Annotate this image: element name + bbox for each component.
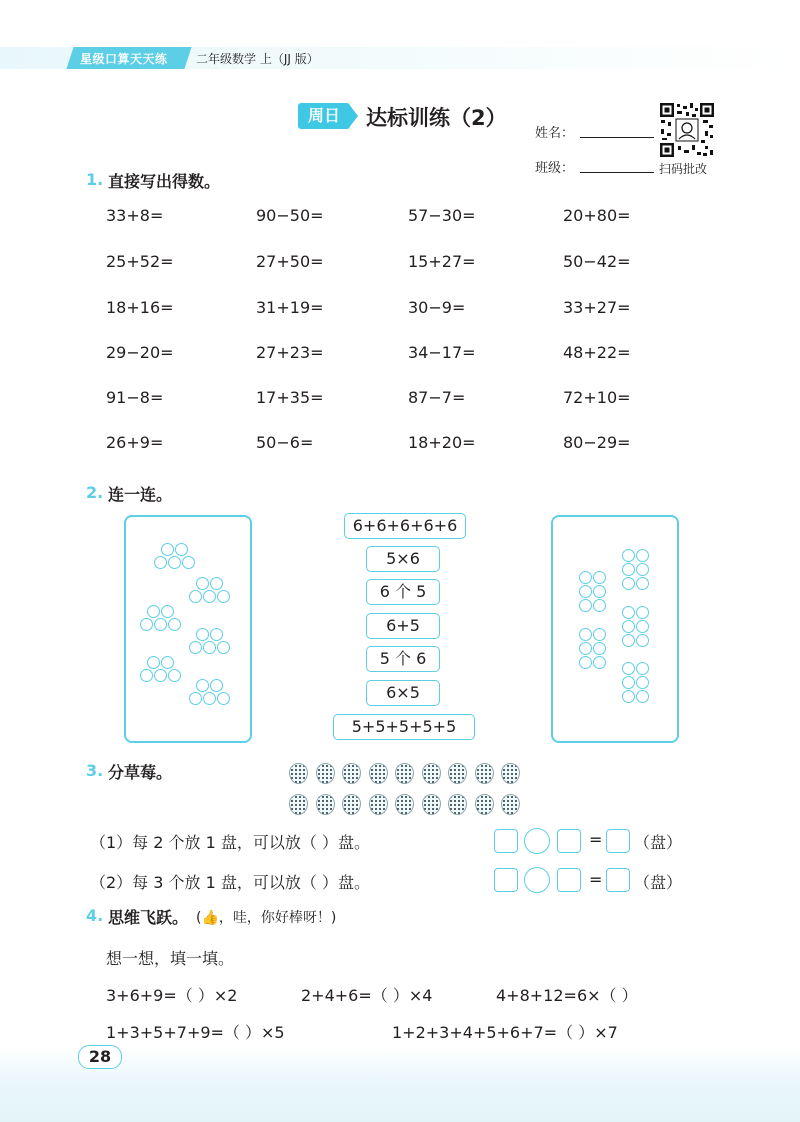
qr-code-icon[interactable]: [659, 102, 715, 158]
strawberry-icon: [342, 763, 361, 784]
answer-box[interactable]: [606, 829, 630, 853]
arith-item: 26+9=: [106, 433, 164, 452]
pattern-item: 1+3+5+7+9=（ ）×5: [106, 1023, 285, 1042]
counting-circle: [593, 599, 606, 612]
counting-circle: [636, 549, 649, 562]
expression-card[interactable]: 6 个 5: [366, 579, 440, 605]
counting-circle: [593, 571, 606, 584]
counting-circle: [622, 662, 635, 675]
pattern-item: 4+8+12=6×（ ）: [496, 986, 638, 1005]
counting-circle: [196, 577, 209, 590]
expression-card[interactable]: 5×6: [366, 546, 440, 572]
expression-card[interactable]: 6+6+6+6+6: [344, 513, 466, 539]
strawberry-icon: [422, 794, 441, 815]
expression-card[interactable]: 5 个 6: [366, 646, 440, 672]
counting-circle: [636, 690, 649, 703]
section-3-title: 分草莓。: [108, 763, 173, 782]
answer-box[interactable]: [494, 868, 518, 892]
section-3-number: 3.: [86, 761, 104, 780]
unit-plates: （盘）: [634, 833, 683, 852]
counting-circle: [636, 577, 649, 590]
arith-item: 50−6=: [256, 433, 314, 452]
arith-item: 17+35=: [256, 388, 324, 407]
counting-circle: [593, 628, 606, 641]
arith-item: 31+19=: [256, 298, 324, 317]
counting-circle: [579, 571, 592, 584]
arith-item: 25+52=: [106, 252, 174, 271]
counting-circle: [636, 606, 649, 619]
counting-circle: [168, 556, 181, 569]
counting-circle: [622, 606, 635, 619]
counting-circle: [210, 679, 223, 692]
question-3-2: （2）每 3 个放 1 盘，可以放（ ）盘。: [90, 873, 370, 892]
answer-box[interactable]: [494, 829, 518, 853]
section-4-number: 4.: [86, 906, 104, 925]
counting-circle: [154, 556, 167, 569]
counting-circle: [622, 563, 635, 576]
arith-item: 91−8=: [106, 388, 164, 407]
counting-circle: [203, 692, 216, 705]
equals-sign: =: [589, 870, 603, 889]
operator-circle[interactable]: [524, 867, 550, 893]
counting-circle: [622, 634, 635, 647]
arith-item: 27+23=: [256, 343, 324, 362]
strawberry-icon: [395, 794, 414, 815]
arith-item: 50−42=: [563, 252, 631, 271]
strawberry-icon: [475, 763, 494, 784]
section-2-number: 2.: [86, 483, 104, 502]
day-badge-arrow: [348, 103, 358, 129]
day-badge: 周日: [298, 103, 350, 129]
series-title: 星级口算天天练: [80, 52, 168, 66]
right-circle-panel: [551, 515, 679, 743]
strawberry-icon: [289, 763, 308, 784]
counting-circle: [182, 556, 195, 569]
counting-circle: [161, 605, 174, 618]
arith-item: 18+20=: [408, 433, 476, 452]
counting-circle: [154, 669, 167, 682]
counting-circle: [147, 605, 160, 618]
counting-circle: [579, 585, 592, 598]
counting-circle: [622, 549, 635, 562]
arith-item: 20+80=: [563, 206, 631, 225]
counting-circle: [203, 641, 216, 654]
counting-circle: [636, 676, 649, 689]
counting-circle: [168, 669, 181, 682]
pattern-item: 2+4+6=（ ）×4: [301, 986, 433, 1005]
counting-circle: [622, 690, 635, 703]
arith-item: 30−9=: [408, 298, 466, 317]
strawberry-icon: [395, 763, 414, 784]
arith-item: 15+27=: [408, 252, 476, 271]
counting-circle: [217, 692, 230, 705]
praise-note: (👍，哇，你好棒呀！): [196, 910, 337, 926]
page-title: 达标训练（2）: [366, 106, 507, 130]
counting-circle: [579, 628, 592, 641]
counting-circle: [210, 577, 223, 590]
section-1-number: 1.: [86, 170, 104, 189]
class-field[interactable]: [580, 171, 654, 173]
arith-item: 33+27=: [563, 298, 631, 317]
counting-circle: [140, 669, 153, 682]
counting-circle: [579, 599, 592, 612]
unit-plates: （盘）: [634, 873, 683, 892]
answer-box[interactable]: [606, 868, 630, 892]
counting-circle: [636, 620, 649, 633]
section-4-title: 思维飞跃。: [108, 908, 189, 927]
book-subtitle: 二年级数学 上（JJ 版）: [196, 52, 319, 66]
qr-caption: 扫码批改: [659, 162, 708, 176]
strawberry-icon: [289, 794, 308, 815]
strawberry-icon: [448, 794, 467, 815]
strawberry-icon: [422, 763, 441, 784]
arith-item: 48+22=: [563, 343, 631, 362]
pattern-item: 3+6+9=（ ）×2: [106, 986, 238, 1005]
counting-circle: [189, 692, 202, 705]
expression-card[interactable]: 6+5: [366, 613, 440, 639]
arith-item: 34−17=: [408, 343, 476, 362]
strawberry-icon: [475, 794, 494, 815]
think-prompt: 想一想，填一填。: [106, 949, 235, 968]
equals-sign: =: [589, 830, 603, 849]
counting-circle: [579, 642, 592, 655]
arith-item: 33+8=: [106, 206, 164, 225]
section-1-title: 直接写出得数。: [108, 172, 221, 191]
counting-circle: [189, 590, 202, 603]
strawberry-icon: [369, 794, 388, 815]
strawberry-icon: [316, 794, 335, 815]
arith-item: 80−29=: [563, 433, 631, 452]
counting-circle: [593, 585, 606, 598]
expression-card[interactable]: 6×5: [366, 680, 440, 706]
counting-circle: [196, 628, 209, 641]
class-label: 班级：: [535, 161, 575, 176]
arith-item: 57−30=: [408, 206, 476, 225]
counting-circle: [622, 620, 635, 633]
counting-circle: [217, 641, 230, 654]
counting-circle: [196, 679, 209, 692]
arith-item: 90−50=: [256, 206, 324, 225]
answer-box[interactable]: [557, 829, 581, 853]
arith-item: 87−7=: [408, 388, 466, 407]
section-2-title: 连一连。: [108, 485, 173, 504]
counting-circle: [636, 563, 649, 576]
name-field[interactable]: [580, 136, 654, 138]
arith-item: 29−20=: [106, 343, 174, 362]
counting-circle: [189, 641, 202, 654]
counting-circle: [579, 656, 592, 669]
counting-circle: [593, 656, 606, 669]
counting-circle: [147, 656, 160, 669]
arith-item: 27+50=: [256, 252, 324, 271]
counting-circle: [161, 656, 174, 669]
counting-circle: [175, 543, 188, 556]
strawberry-icon: [501, 794, 520, 815]
counting-circle: [161, 543, 174, 556]
strawberry-icon: [369, 763, 388, 784]
counting-circle: [217, 590, 230, 603]
counting-circle: [593, 642, 606, 655]
counting-circle: [140, 618, 153, 631]
arith-item: 72+10=: [563, 388, 631, 407]
counting-circle: [168, 618, 181, 631]
question-3-1: （1）每 2 个放 1 盘，可以放（ ）盘。: [90, 833, 370, 852]
strawberry-icon: [342, 794, 361, 815]
strawberry-icon: [316, 763, 335, 784]
counting-circle: [154, 618, 167, 631]
counting-circle: [622, 577, 635, 590]
counting-circle: [636, 662, 649, 675]
pattern-item: 1+2+3+4+5+6+7=（ ）×7: [392, 1023, 618, 1042]
answer-box[interactable]: [557, 868, 581, 892]
expression-card[interactable]: 5+5+5+5+5: [333, 714, 475, 740]
counting-circle: [210, 628, 223, 641]
counting-circle: [636, 634, 649, 647]
strawberry-icon: [448, 763, 467, 784]
arith-item: 18+16=: [106, 298, 174, 317]
counting-circle: [203, 590, 216, 603]
counting-circle: [622, 676, 635, 689]
page-number: 28: [78, 1045, 122, 1069]
name-label: 姓名：: [535, 126, 575, 141]
operator-circle[interactable]: [524, 828, 550, 854]
strawberry-icon: [501, 763, 520, 784]
